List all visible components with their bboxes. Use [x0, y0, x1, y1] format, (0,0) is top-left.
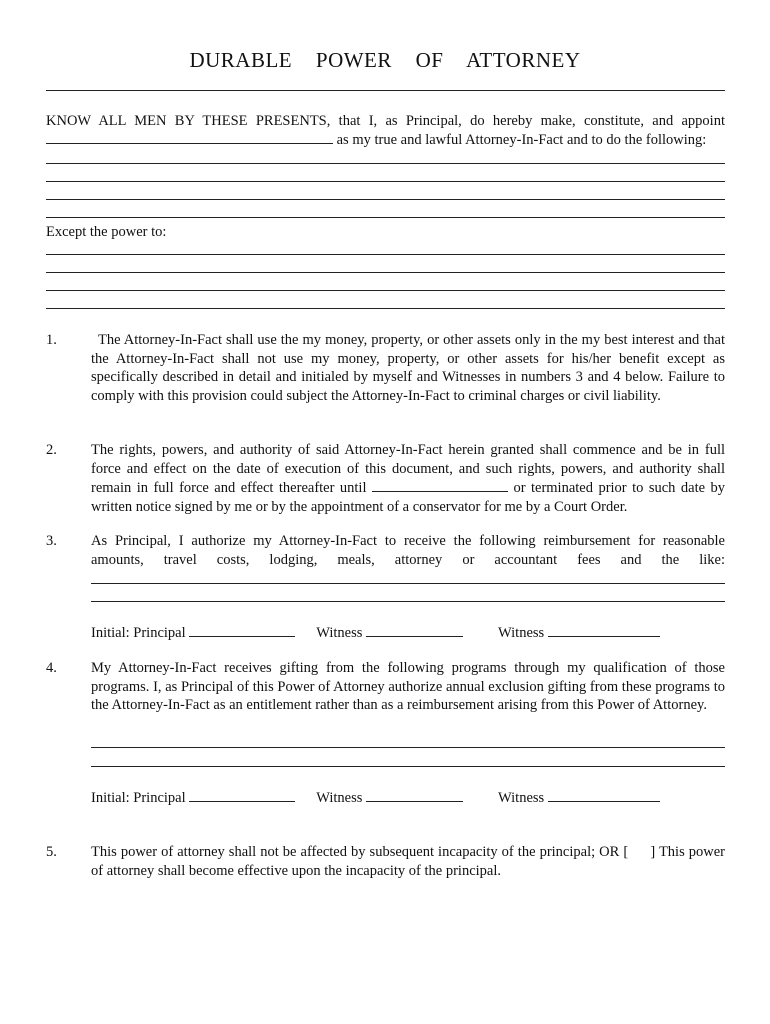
- section-3-number: 3.: [46, 533, 57, 549]
- section-2-number: 2.: [46, 442, 57, 458]
- initials-row-section-4: [91, 788, 660, 807]
- witness-1-label: Witness: [316, 625, 363, 641]
- initials-row-section-3: [91, 623, 660, 642]
- powers-line-1[interactable]: [46, 163, 725, 164]
- section-4-text: My Attorney-In-Fact receives gifting from the following programs through my qualification of those programs. I, as Principal of this Power of Attorney authorize annual exclusion gifting from these programs to the Attorney-In-Fact as an entitlement rather than as a reimbursement arising from this Power of Attorney.: [91, 660, 725, 713]
- section-2-text: [91, 441, 725, 516]
- witness-2-field[interactable]: [548, 788, 660, 802]
- witness-1-label: Witness: [316, 790, 363, 806]
- principal-initial-label: Initial: Principal: [91, 790, 186, 806]
- witness-2-field[interactable]: [548, 623, 660, 637]
- intro-line-2-text: as my true and lawful Attorney-In-Fact and to do the following:: [336, 132, 707, 148]
- section-2-text-part1: The rights, powers, and authority of said Attorney-In-Fact herein granted shall commence and be in full force and effect on the date of execution of this document, and such rights, powers, and authority shall remain in full force and effect thereafter until: [91, 442, 725, 496]
- except-label: Except the power to:: [46, 224, 167, 240]
- intro-line-2: [46, 130, 725, 149]
- section-5-text: [91, 843, 725, 880]
- powers-line-3[interactable]: [46, 199, 725, 200]
- section-5-number: 5.: [46, 844, 57, 860]
- termination-date-field[interactable]: [372, 478, 508, 492]
- except-line-4[interactable]: [46, 308, 725, 309]
- principal-initial-field[interactable]: [189, 788, 295, 802]
- section-2-text-part2: or terminated prior to such date by written notice signed by me or by the appointment of a conservator for me by a Court Order.: [91, 480, 725, 515]
- intro-line-1: KNOW ALL MEN BY THESE PRESENTS, that I, as Principal, do hereby make, constitute, and appoint: [46, 113, 725, 129]
- section-5-text-part1: This power of attorney shall not be affected by subsequent incapacity of the principal; OR [: [91, 844, 629, 860]
- section-3-text: As Principal, I authorize my Attorney-In-Fact to receive the following reimbursement for reasonable amounts, travel costs, lodging, meals, attorney or accountant fees and the like:: [91, 533, 725, 568]
- except-line-2[interactable]: [46, 272, 725, 273]
- except-line-3[interactable]: [46, 290, 725, 291]
- principal-initial-label: Initial: Principal: [91, 625, 186, 641]
- except-line-1[interactable]: [46, 254, 725, 255]
- principal-initial-field[interactable]: [189, 623, 295, 637]
- section-1-text: The Attorney-In-Fact shall use the my money, property, or other assets only in the my best interest and that the Attorney-In-Fact shall not use my money, property, or other assets for his/her benefit except as specifically described in detail and initialed by myself and Witnesses in numbers 3 and 4 below. Failure to comply with this provision could subject the Attorney-In-Fact to criminal charges or civil liability.: [91, 332, 725, 404]
- section-4-number: 4.: [46, 660, 57, 676]
- witness-2-label: Witness: [498, 790, 545, 806]
- section-1-number: 1.: [46, 332, 57, 348]
- reimbursement-line-2[interactable]: [91, 601, 725, 602]
- reimbursement-line-1[interactable]: [91, 583, 725, 584]
- witness-1-field[interactable]: [366, 788, 463, 802]
- gifting-line-1[interactable]: [91, 747, 725, 748]
- witness-1-field[interactable]: [366, 623, 463, 637]
- gifting-line-2[interactable]: [91, 766, 725, 767]
- section-5-text-part2: ] This power of attorney shall become effective upon the incapacity of the principal.: [91, 844, 726, 879]
- powers-line-2[interactable]: [46, 181, 725, 182]
- title-underline: [46, 90, 725, 91]
- powers-line-4[interactable]: [46, 217, 725, 218]
- attorney-name-field[interactable]: [46, 130, 333, 144]
- document-title: DURABLE POWER OF ATTORNEY: [189, 48, 581, 72]
- witness-2-label: Witness: [498, 625, 545, 641]
